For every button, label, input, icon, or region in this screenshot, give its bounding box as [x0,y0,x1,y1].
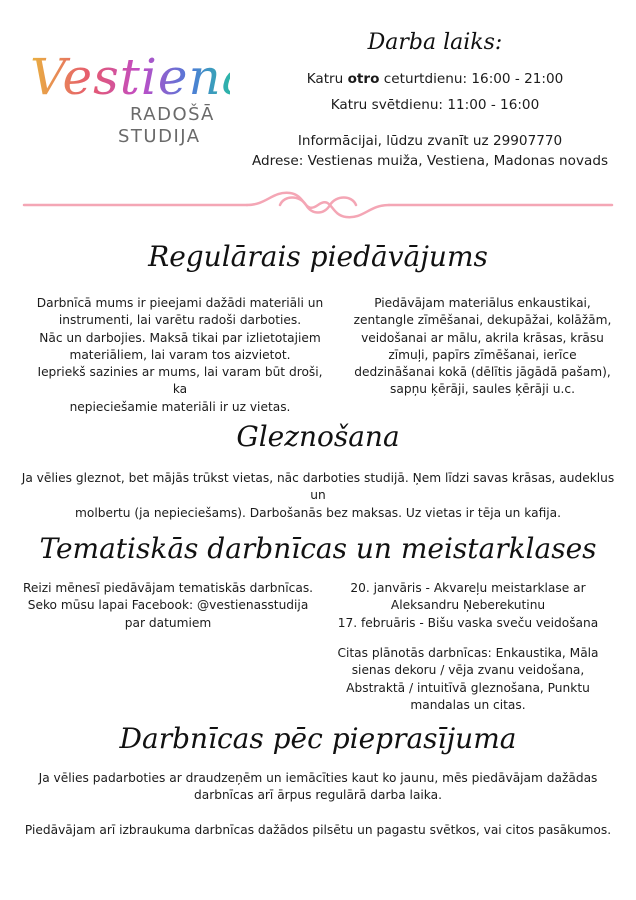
regular-right-line: sapņu ķērāji, saules ķērāji u.c. [390,382,575,397]
regular-right-text [345,295,620,399]
hours-line-1-bold: otro [347,71,380,87]
workshops-left-text [18,580,318,632]
regular-left-line: instrumenti, lai varētu radoši darboties. [58,313,302,328]
workshops-title: Tematiskās darbnīcas un meistarklases [39,532,597,565]
hours-line-1-post: ceturtdienu: 16:00 - 21:00 [379,71,564,87]
phone-line: Informācijai, lūdzu zvanīt uz 29907770 [297,133,563,149]
regular-right-line: zentangle zīmēšanai, dekupāžai, kolāžām, [353,313,612,328]
ondemand-para1 [20,770,616,805]
workshop-planned-line: sienas dekoru / vēja zvanu veidošana, [351,663,585,678]
hours-line-2: Katru svētdienu: 11:00 - 16:00 [330,97,540,113]
workshop-event-line: Aleksandru Ņeberekutinu [390,598,546,613]
painting-line: Ja vēlies gleznot, bet mājās trūkst vietas, nāc darboties studijā. Ņem līdzi savas krāsas, audeklus un [21,471,615,503]
workshops-left-line: par datumiem [124,615,212,630]
regular-left-line: Iepriekš sazinies ar mums, lai varam būt droši, ka [37,365,323,397]
hours-line-1 [290,71,580,87]
regular-left-line: materiāliem, lai varam tos aizvietot. [69,347,291,362]
ondemand-title: Darbnīcas pēc pieprasījuma [119,722,517,755]
regular-right-line: dedzināšanai kokā (dēlītis jāgādā pašam), [354,365,611,380]
workshops-events [318,580,618,632]
regular-title: Regulārais piedāvājums [148,240,488,273]
workshop-event-line: 17. februāris - Bišu vaska sveču veidošana [337,615,599,630]
workshop-planned-line: mandalas un citas. [410,697,526,712]
hours-title: Darba laiks: [367,30,503,55]
workshops-planned [318,645,618,714]
logo-script-text: Vestienas [30,48,280,106]
regular-right-line: veidošanai ar mālu, akrila krāsas, krāsu [361,330,604,345]
workshop-planned-line: Abstraktā / intuitīvā gleznošana, Punktu [346,680,590,695]
painting-title: Gleznošana [236,420,400,453]
regular-left-text [30,295,330,416]
logo-line2: STUDIJA [118,126,201,147]
logo-line1: RADOŠĀ [130,104,215,125]
painting-text [14,470,622,522]
ondemand-line: darbnīcas arī ārpus regulārā darba laika. [194,788,442,803]
workshops-left-line: Seko mūsu lapai Facebook: @vestienasstudija [27,598,309,613]
workshops-left-line: Reizi mēnesī piedāvājam tematiskās darbnīcas. [22,581,314,595]
regular-left-line: Nāc un darbojies. Maksā tikai par izlietotajiem [39,330,321,345]
regular-left-line: nepieciešamie materiāli ir uz vietas. [69,399,291,414]
regular-right-line: Piedāvājam materiālus enkaustikai, [374,296,591,310]
workshop-planned-line: Citas plānotās darbnīcas: Enkaustika, Māla [337,646,599,660]
address-line: Adrese: Vestienas muiža, Vestiena, Madonas novads [251,153,609,169]
ornament-divider [22,185,614,225]
hours-line-1-pre: Katru [306,71,348,87]
workshop-event-line: 20. janvāris - Akvareļu meistarklase ar [350,581,586,595]
regular-left-line: Darbnīcā mums ir pieejami dažādi materiāli un [36,296,324,310]
studio-logo [30,22,280,162]
ondemand-para2: Piedāvājam arī izbraukuma darbnīcas dažādos pilsētu un pagastu svētkos, vai citos pasākumos. [24,823,612,837]
ondemand-line: Ja vēlies padarboties ar draudzeņēm un iemācīties kaut ko jaunu, mēs piedāvājam dažādas [38,771,598,785]
painting-line: molbertu (ja nepieciešams). Darbošanās bez maksas. Uz vietas ir tēja un kafija. [75,505,561,520]
regular-right-line: zīmuļi, papīrs zīmēšanai, ierīce [388,347,577,362]
